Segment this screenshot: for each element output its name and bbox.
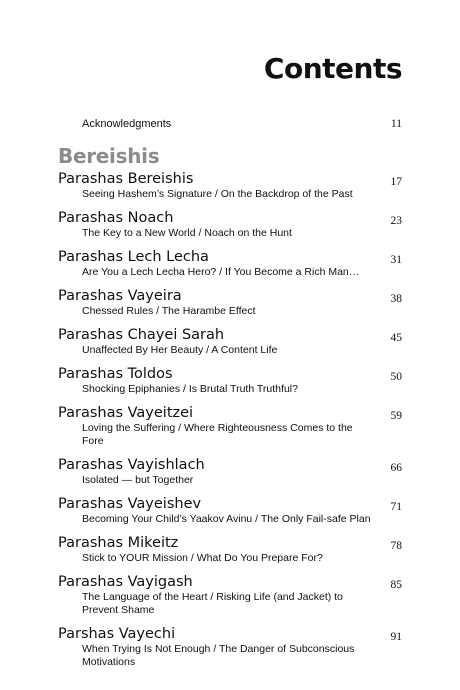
- toc-entry[interactable]: [58, 495, 402, 526]
- chapter-titles: Shocking Epiphanies / Is Brutal Truth Truthful?: [82, 383, 298, 395]
- page-number: 78: [390, 540, 402, 552]
- page-number: 38: [390, 293, 402, 305]
- parasha-title: Parashas Lech Lecha: [58, 249, 209, 265]
- parasha-title: Parashas Chayei Sarah: [58, 327, 225, 343]
- chapter-titles: The Language of the Heart / Risking Life (and Jacket) to Prevent Shame: [82, 591, 343, 616]
- toc-entry[interactable]: [58, 456, 402, 487]
- page-number: 50: [390, 371, 402, 383]
- toc-entry[interactable]: [58, 248, 402, 279]
- parasha-title: Parashas Vayeishev: [58, 496, 202, 512]
- page-number: 91: [390, 631, 402, 643]
- toc-entry[interactable]: [58, 365, 402, 396]
- chapter-titles: Stick to YOUR Mission / What Do You Prepare For?: [82, 552, 323, 564]
- toc-entry[interactable]: [58, 573, 402, 617]
- toc-entry[interactable]: [58, 287, 402, 318]
- page-title: Contents: [263, 52, 402, 85]
- chapter-titles: Unaffected By Her Beauty / A Content Life: [82, 344, 278, 356]
- chapter-titles: Are You a Lech Lecha Hero? / If You Become a Rich Man…: [82, 266, 360, 278]
- parasha-title: Parashas Vayeira: [58, 288, 182, 304]
- page-number: 17: [390, 176, 402, 188]
- parasha-title: Parshas Vayechi: [58, 626, 176, 642]
- toc-entry[interactable]: [58, 625, 402, 669]
- toc-entry[interactable]: [58, 209, 402, 240]
- chapter-titles: Chessed Rules / The Harambe Effect: [82, 305, 256, 317]
- page-number: 59: [390, 410, 402, 422]
- acknowledgments-page-number: 11: [390, 118, 402, 130]
- chapter-titles: Isolated — but Together: [82, 474, 194, 486]
- acknowledgments-label: Acknowledgments: [82, 118, 172, 130]
- toc-entry[interactable]: [58, 326, 402, 357]
- parasha-title: Parashas Vayishlach: [58, 457, 205, 473]
- chapter-titles: The Key to a New World / Noach on the Hunt: [82, 227, 292, 239]
- parasha-title: Parashas Bereishis: [58, 171, 194, 187]
- parasha-title: Parashas Toldos: [58, 366, 173, 382]
- page-number: 85: [390, 579, 402, 591]
- chapter-titles: Seeing Hashem’s Signature / On the Backdrop of the Past: [82, 188, 353, 200]
- parasha-title: Parashas Mikeitz: [58, 535, 179, 551]
- chapter-titles: Loving the Suffering / Where Righteousness Comes to the Fore: [82, 422, 353, 447]
- page-number: 45: [390, 332, 402, 344]
- chapter-titles: Becoming Your Child’s Yaakov Avinu / The Only Fail-safe Plan: [82, 513, 371, 525]
- page-number: 31: [390, 254, 402, 266]
- parasha-title: Parashas Vayeitzei: [58, 405, 194, 421]
- page-number: 71: [390, 501, 402, 513]
- section-heading: Bereishis: [58, 144, 160, 168]
- parasha-title: Parashas Noach: [58, 210, 174, 226]
- contents-list: [58, 170, 402, 677]
- parasha-title: Parashas Vayigash: [58, 574, 193, 590]
- toc-entry[interactable]: [58, 404, 402, 448]
- acknowledgments-entry[interactable]: [82, 118, 402, 130]
- toc-entry[interactable]: [58, 170, 402, 201]
- page-number: 66: [390, 462, 402, 474]
- page-number: 23: [390, 215, 402, 227]
- toc-entry[interactable]: [58, 534, 402, 565]
- chapter-titles: When Trying Is Not Enough / The Danger of Subconscious Motivations: [82, 643, 355, 668]
